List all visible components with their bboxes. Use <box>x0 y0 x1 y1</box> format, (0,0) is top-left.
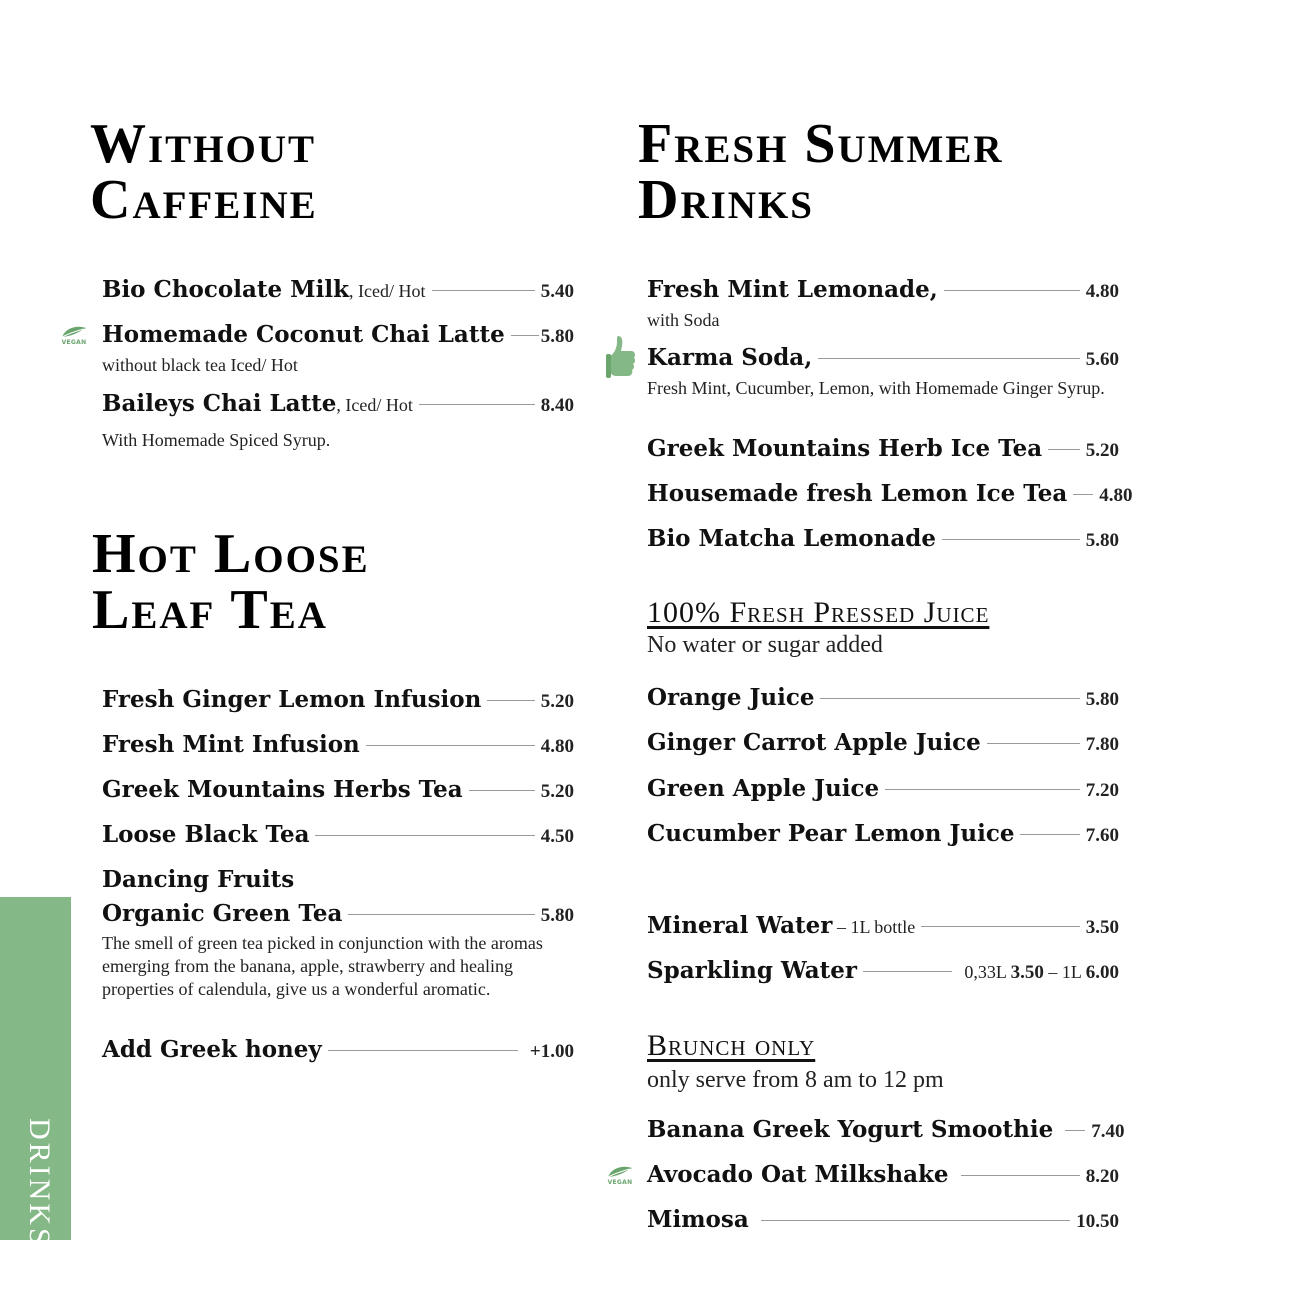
menu-item <box>647 1116 1125 1143</box>
item-price: 5.20 <box>1085 440 1119 461</box>
item-options: , Iced/ Hot <box>336 395 413 415</box>
item-name: Banana Greek Yogurt Smoothie <box>647 1116 1054 1143</box>
item-description: With Homemade Spiced Syrup. <box>102 430 331 450</box>
menu-item <box>102 821 574 848</box>
item-price: 4.50 <box>540 826 574 847</box>
item-name: Greek Mountains Herb Ice Tea <box>647 435 1043 462</box>
menu-item <box>647 276 1119 303</box>
item-options: , Iced/ Hot <box>349 281 426 301</box>
title-line: Hot Loose <box>92 523 370 585</box>
menu-item <box>102 390 574 417</box>
menu-item <box>102 731 574 758</box>
leader-line <box>328 1050 518 1051</box>
item-name: Add Greek honey <box>102 1036 322 1063</box>
leader-line <box>348 914 534 915</box>
item-price: 4.80 <box>540 736 574 757</box>
item-price: 8.40 <box>540 395 574 416</box>
thumbs-up-icon <box>606 334 636 382</box>
menu-item <box>102 1036 574 1063</box>
leader-line <box>761 1220 1071 1221</box>
item-price: 7.60 <box>1085 825 1119 846</box>
item-name: Mimosa <box>647 1206 749 1233</box>
section-title-fresh-summer-drinks <box>638 113 1004 231</box>
menu-item <box>102 776 574 803</box>
menu-item <box>647 1206 1119 1233</box>
menu-item-name-line <box>102 866 574 893</box>
item-description: Fresh Mint, Cucumber, Lemon, with Homemade Ginger Syrup. <box>647 378 1105 398</box>
menu-item <box>647 480 1133 507</box>
leader-line <box>469 790 535 791</box>
item-name: Fresh Ginger Lemon Infusion <box>102 686 482 713</box>
leader-line <box>1048 449 1080 450</box>
item-name: Greek Mountains Herbs Tea <box>102 776 463 803</box>
item-name: Loose Black Tea <box>102 821 310 848</box>
item-name: Bio Chocolate Milk <box>102 276 350 303</box>
item-name: Dancing Fruits <box>102 866 295 893</box>
title-line: Leaf Tea <box>92 579 328 641</box>
item-name: Cucumber Pear Lemon Juice <box>647 820 1015 847</box>
title-line: Drinks <box>638 169 814 231</box>
menu-item <box>102 686 574 713</box>
item-price: 7.20 <box>1085 780 1119 801</box>
menu-item <box>647 684 1119 711</box>
menu-item <box>647 525 1119 552</box>
item-description: The smell of green tea picked in conjunction with the aromas emerging from the banana, apple, strawberry and healing properties of calendula, give us a wonderful aromatic. <box>102 933 543 999</box>
leader-line <box>1073 494 1093 495</box>
badge-label: VEGAN <box>607 1179 633 1186</box>
menu-item <box>647 775 1119 802</box>
vegan-badge <box>604 1165 636 1186</box>
item-price: 6.00 <box>1085 962 1119 983</box>
leader-line <box>487 700 534 701</box>
item-name: Organic Green Tea <box>102 900 343 927</box>
item-name: Fresh Mint Lemonade, <box>647 276 938 303</box>
leader-line <box>961 1175 1080 1176</box>
item-description: with Soda <box>647 310 720 330</box>
vegan-badge <box>58 325 90 346</box>
title-line: Caffeine <box>90 169 318 231</box>
item-options: 1L bottle <box>850 917 916 937</box>
item-price: 3.50 <box>1010 962 1044 983</box>
leader-line <box>863 971 952 972</box>
leader-line <box>987 743 1080 744</box>
leader-line <box>1065 1130 1085 1131</box>
leaf-icon <box>58 325 90 339</box>
leaf-icon <box>604 1165 636 1179</box>
item-name: Avocado Oat Milkshake <box>647 1161 949 1188</box>
menu-item <box>647 1161 1119 1188</box>
item-name: Housemade fresh Lemon Ice Tea <box>647 480 1068 507</box>
title-line: Fresh Summer <box>638 113 1004 175</box>
menu-item <box>647 912 1119 939</box>
item-name: Green Apple Juice <box>647 775 880 802</box>
leader-line <box>942 539 1080 540</box>
item-price: 5.20 <box>540 691 574 712</box>
menu-item <box>647 344 1119 371</box>
item-price: 5.80 <box>540 905 574 926</box>
menu-item <box>102 321 574 348</box>
badge-label: VEGAN <box>61 339 87 346</box>
leader-line <box>511 335 539 336</box>
item-price: 5.80 <box>1085 689 1119 710</box>
subsection-title-juice: 100% Fresh Pressed Juice <box>647 596 990 629</box>
item-name: Karma Soda, <box>647 344 813 371</box>
item-dash: – <box>832 917 851 937</box>
item-price: 4.80 <box>1099 485 1133 506</box>
menu-item <box>647 957 1119 984</box>
item-price: 5.80 <box>1085 530 1119 551</box>
leader-line <box>818 358 1080 359</box>
subsection-title-brunch: Brunch only <box>647 1029 816 1062</box>
item-price: 5.20 <box>540 781 574 802</box>
menu-item <box>102 900 574 927</box>
menu-item <box>102 276 574 303</box>
item-price: 5.80 <box>540 326 574 347</box>
item-price: 5.40 <box>540 281 574 302</box>
section-title-hot-loose-leaf-tea <box>92 523 370 641</box>
menu-item <box>647 435 1119 462</box>
item-price: 4.80 <box>1085 281 1119 302</box>
item-name: Bio Matcha Lemonade <box>647 525 936 552</box>
item-name: Mineral Water <box>647 912 833 939</box>
leader-line <box>944 290 1080 291</box>
item-name: Sparkling Water <box>647 957 858 984</box>
item-price: +1.00 <box>529 1041 574 1062</box>
item-size: 0,33L <box>964 962 1011 982</box>
subsection-note: only serve from 8 am to 12 pm <box>647 1067 944 1093</box>
item-price: 7.80 <box>1085 734 1119 755</box>
leader-line <box>885 789 1080 790</box>
item-description: without black tea Iced/ Hot <box>102 355 298 375</box>
item-price: 3.50 <box>1085 917 1119 938</box>
leader-line <box>315 835 534 836</box>
item-price: 5.60 <box>1085 349 1119 370</box>
item-size: 1L <box>1061 962 1086 982</box>
leader-line <box>1020 834 1079 835</box>
leader-line <box>366 745 535 746</box>
item-name: Orange Juice <box>647 684 815 711</box>
item-price: 7.40 <box>1091 1121 1125 1142</box>
side-tab-label: DRINKS <box>23 1118 56 1248</box>
section-title-without-caffeine <box>90 113 318 231</box>
menu-item <box>647 729 1119 756</box>
leader-line <box>921 926 1079 927</box>
leader-line <box>419 404 535 405</box>
item-dash: – <box>1043 962 1062 982</box>
leader-line <box>820 698 1079 699</box>
menu-item <box>647 820 1119 847</box>
item-name: Baileys Chai Latte <box>102 390 337 417</box>
leader-line <box>432 290 535 291</box>
item-name: Homemade Coconut Chai Latte <box>102 321 505 348</box>
title-line: Without <box>90 113 317 175</box>
item-name: Ginger Carrot Apple Juice <box>647 729 981 756</box>
item-name: Fresh Mint Infusion <box>102 731 360 758</box>
item-price: 10.50 <box>1076 1211 1119 1232</box>
subsection-note: No water or sugar added <box>647 632 883 658</box>
item-price: 8.20 <box>1085 1166 1119 1187</box>
